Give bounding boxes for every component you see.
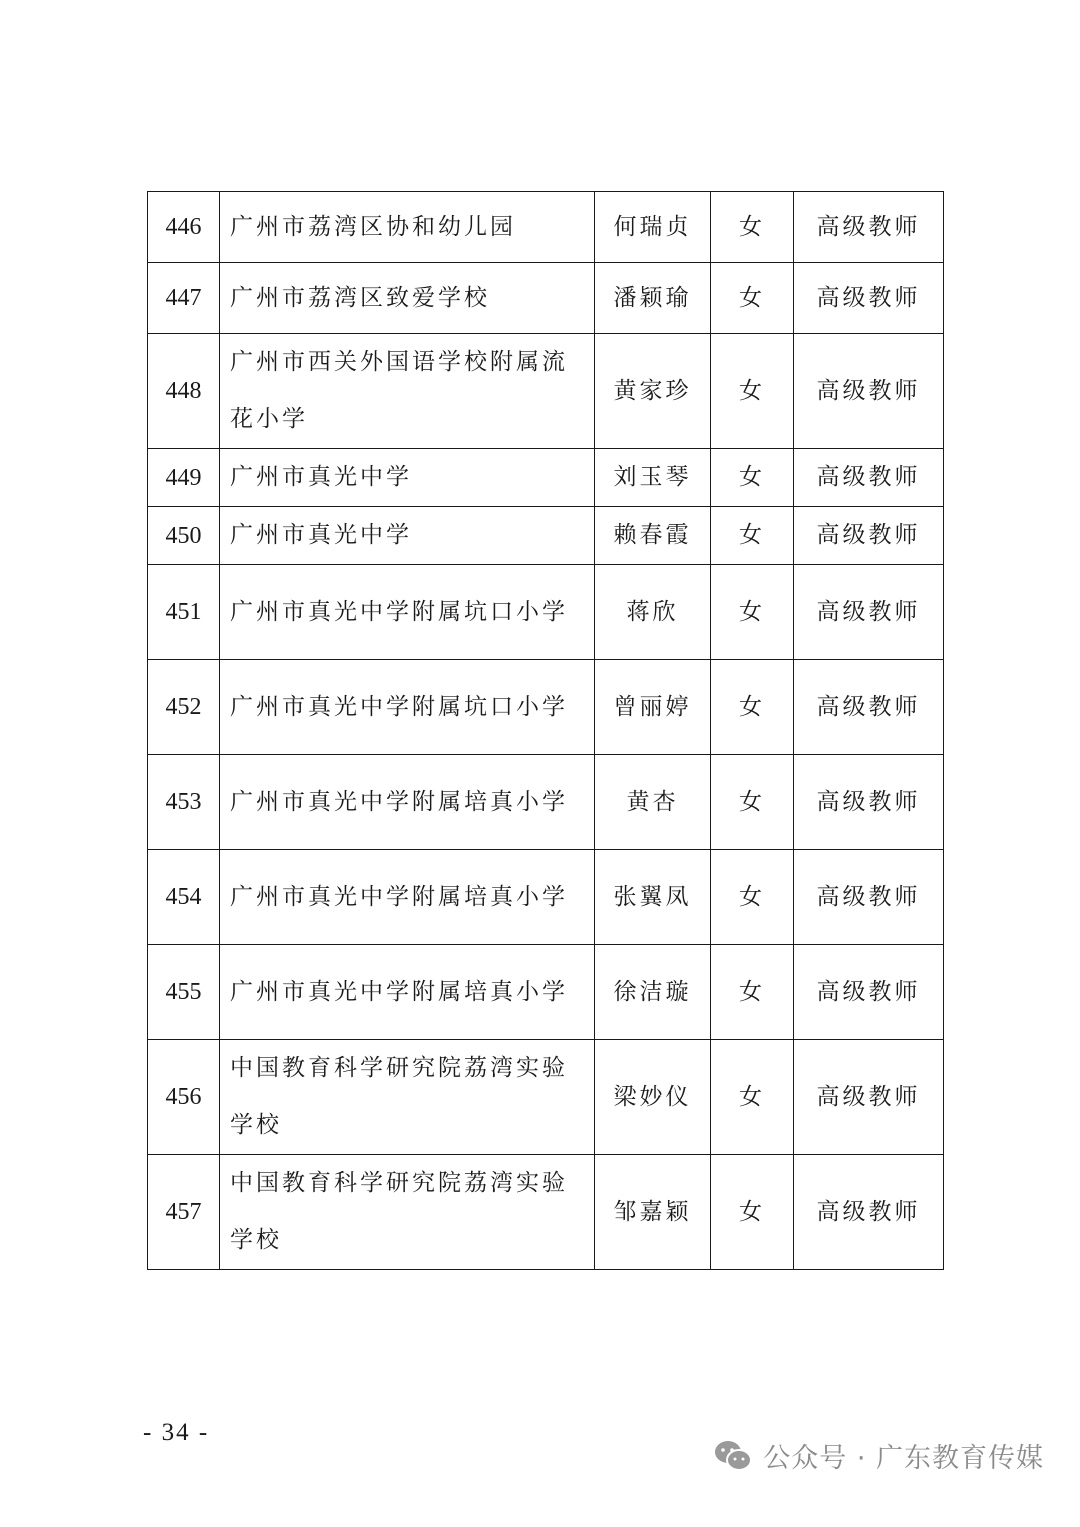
professional-title-cell: 高级教师 [794,850,944,945]
teacher-name-cell: 黄杏 [595,755,711,850]
teacher-name-cell: 徐洁璇 [595,945,711,1040]
teacher-name-cell: 梁妙仪 [595,1040,711,1155]
row-number-cell: 451 [148,565,220,660]
table-row [148,850,944,945]
professional-title-cell: 高级教师 [794,755,944,850]
professional-title-cell: 高级教师 [794,449,944,507]
table-row [148,263,944,334]
teacher-name-cell: 刘玉琴 [595,449,711,507]
professional-title-cell: 高级教师 [794,192,944,263]
table-row [148,565,944,660]
gender-cell: 女 [711,192,794,263]
row-number-cell: 456 [148,1040,220,1155]
school-name-cell: 广州市真光中学 [220,449,595,507]
professional-title-cell: 高级教师 [794,945,944,1040]
teacher-name-cell: 邹嘉颖 [595,1155,711,1270]
gender-cell: 女 [711,263,794,334]
school-name-cell: 广州市真光中学附属坑口小学 [220,660,595,755]
school-name-cell: 中国教育科学研究院荔湾实验学校 [220,1040,595,1155]
row-number-cell: 452 [148,660,220,755]
table-row [148,449,944,507]
table-body [148,192,944,1270]
watermark-text: 公众号 · 广东教育传媒 [763,1443,1044,1474]
gender-cell: 女 [711,850,794,945]
gender-cell: 女 [711,755,794,850]
teacher-name-cell: 黄家珍 [595,334,711,449]
row-number-cell: 454 [148,850,220,945]
teacher-name-cell: 赖春霞 [595,507,711,565]
professional-title-cell: 高级教师 [794,1040,944,1155]
professional-title-cell: 高级教师 [794,334,944,449]
professional-title-cell: 高级教师 [794,660,944,755]
teacher-name-cell: 曾丽婷 [595,660,711,755]
gender-cell: 女 [711,334,794,449]
professional-title-cell: 高级教师 [794,507,944,565]
teacher-name-cell: 何瑞贞 [595,192,711,263]
gender-cell: 女 [711,507,794,565]
teacher-name-cell: 蒋欣 [595,565,711,660]
row-number-cell: 457 [148,1155,220,1270]
gender-cell: 女 [711,660,794,755]
teacher-name-cell: 张翼凤 [595,850,711,945]
gender-cell: 女 [711,449,794,507]
table-row [148,334,944,449]
school-name-cell: 广州市真光中学 [220,507,595,565]
row-number-cell: 448 [148,334,220,449]
table-row [148,192,944,263]
row-number-cell: 446 [148,192,220,263]
teacher-name-cell: 潘颖瑜 [595,263,711,334]
professional-title-cell: 高级教师 [794,263,944,334]
teacher-list-table [147,191,944,1270]
school-name-cell: 广州市真光中学附属培真小学 [220,755,595,850]
professional-title-cell: 高级教师 [794,1155,944,1270]
professional-title-cell: 高级教师 [794,565,944,660]
school-name-cell: 中国教育科学研究院荔湾实验学校 [220,1155,595,1270]
gender-cell: 女 [711,1155,794,1270]
page-number: - 34 - [143,1419,210,1446]
gender-cell: 女 [711,565,794,660]
school-name-cell: 广州市西关外国语学校附属流花小学 [220,334,595,449]
table-row [148,1155,944,1270]
school-name-cell: 广州市荔湾区致爱学校 [220,263,595,334]
gender-cell: 女 [711,1040,794,1155]
row-number-cell: 453 [148,755,220,850]
school-name-cell: 广州市真光中学附属培真小学 [220,850,595,945]
row-number-cell: 447 [148,263,220,334]
table-row [148,755,944,850]
table-row [148,660,944,755]
gender-cell: 女 [711,945,794,1040]
row-number-cell: 449 [148,449,220,507]
school-name-cell: 广州市荔湾区协和幼儿园 [220,192,595,263]
table-row [148,1040,944,1155]
table-row [148,507,944,565]
row-number-cell: 455 [148,945,220,1040]
school-name-cell: 广州市真光中学附属培真小学 [220,945,595,1040]
wechat-icon [713,1439,753,1473]
row-number-cell: 450 [148,507,220,565]
table-row [148,945,944,1040]
school-name-cell: 广州市真光中学附属坑口小学 [220,565,595,660]
watermark [713,1436,1044,1475]
